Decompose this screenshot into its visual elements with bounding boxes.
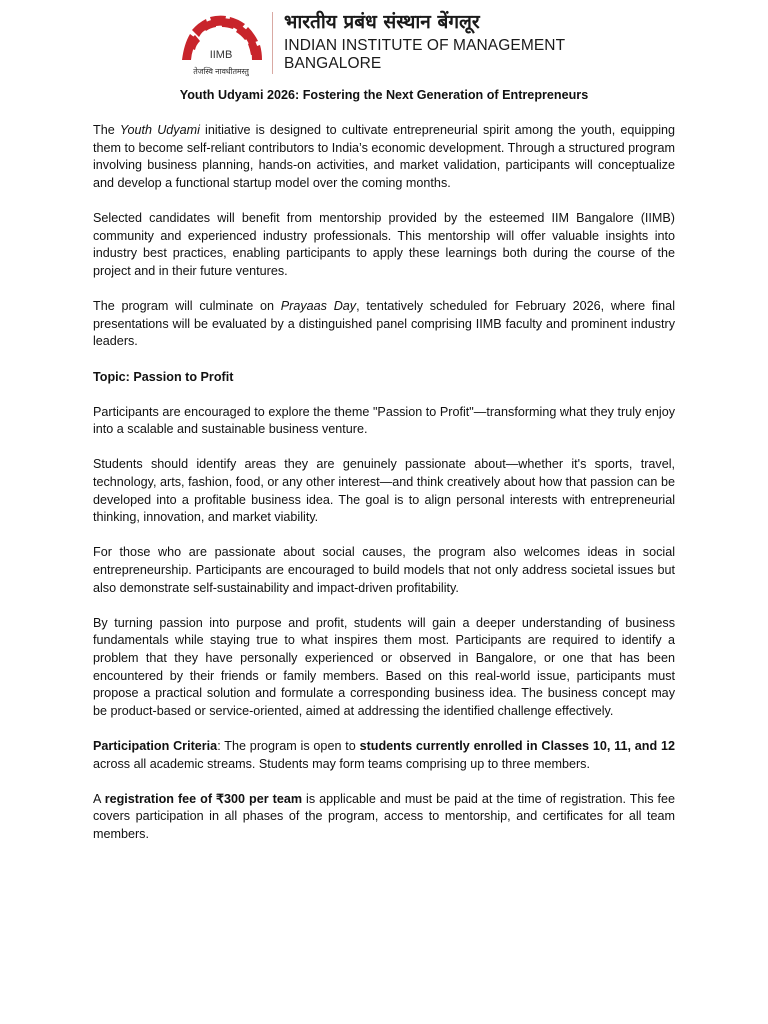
text: The program will culminate on <box>93 299 281 314</box>
logo-motto: तेजस्वि नावधीतमस्तु <box>193 67 249 76</box>
intro-paragraph-1 <box>93 122 675 192</box>
header-divider <box>272 12 273 74</box>
event-name-italic: Prayaas Day <box>280 299 357 314</box>
intro-paragraph-2: Selected candidates will benefit from mentorship provided by the esteemed IIM Bangalore (IIMB) community and experienced industry professionals. This mentorship will offer valuable insights into industry best practices, enabling participants to apply these learnings both during the course of the project and in their future ventures. <box>93 211 675 278</box>
institute-name-hindi: भारतीय प्रबंध संस्थान बेंगलूर <box>284 11 480 33</box>
topic-paragraph-3: For those who are passionate about social causes, the program also welcomes ideas in social entrepreneurship. Participants are encouraged to build models that not only address societal issues but also demonstrate self-sustainability and impact-driven profitability. <box>93 545 675 595</box>
sunburst-icon <box>178 14 264 64</box>
text: , tentatively scheduled for February 2026, where final presentations will be evaluated by a distinguished panel comprising IIMB faculty and prominent industry leaders. <box>93 299 675 349</box>
text: across all academic streams. Students may form teams comprising up to three members. <box>93 756 590 771</box>
text: The <box>93 123 120 138</box>
document-title: Youth Udyami 2026: Fostering the Next Generation of Entrepreneurs <box>179 88 589 102</box>
registration-fee <box>93 791 675 844</box>
participation-criteria <box>93 738 675 773</box>
topic-paragraph-4: By turning passion into purpose and profit, students will gain a deeper understanding of business fundamentals while staying true to what inspires them most. Participants are required to identify a problem that they have personally experienced or observed in Bangalore, or one that has been encountered by their friends or family members. Based on this real-world issue, participants must propose a practical solution and formulate a corresponding business idea. The business concept may be product-based or service-oriented, aimed at addressing the identified challenge effectively. <box>93 615 675 718</box>
institute-name-english-line2: BANGALORE <box>284 55 382 72</box>
letterhead <box>178 8 608 78</box>
fee-amount-bold: registration fee of ₹300 per team <box>104 791 303 806</box>
logo-abbr: IIMB <box>209 49 233 61</box>
text: : The program is open to <box>217 738 360 753</box>
document-body <box>93 87 675 861</box>
topic-paragraph-2: Students should identify areas they are genuinely passionate about—whether it's sports, travel, technology, arts, fashion, food, or any other interest—and think creatively about how that passion can be developed into a profitable business idea. The goal is to align personal interests with entrepreneurial thinking, innovation, and market viability. <box>93 457 675 525</box>
intro-paragraph-3 <box>93 298 675 351</box>
institute-name-english-line1: INDIAN INSTITUTE OF MANAGEMENT <box>284 37 566 54</box>
topic-paragraph-1: Participants are encouraged to explore the theme "Passion to Profit"—transforming what they truly enjoy into a scalable and sustainable business venture. <box>93 404 675 437</box>
program-name-italic: Youth Udyami <box>119 123 200 138</box>
eligibility-bold: students currently enrolled in Classes 10, 11, and 12 <box>359 738 676 753</box>
topic-heading: Topic: Passion to Profit <box>93 369 234 384</box>
iimb-logo <box>178 14 264 78</box>
text: A <box>93 791 105 806</box>
text: is applicable and must be paid at the time of registration. This fee covers participation in all phases of the program, access to mentorship, and certificates for all team members. <box>93 791 675 841</box>
text: initiative is designed to cultivate entrepreneurial spirit among the youth, equipping them to become self-reliant contributors to India’s economic development. Through a structured program involving business planning, hands-on activities, and market validation, participants will conceptualize and develop a functional startup model over the coming months. <box>93 123 676 190</box>
criteria-label: Participation Criteria <box>93 738 218 753</box>
